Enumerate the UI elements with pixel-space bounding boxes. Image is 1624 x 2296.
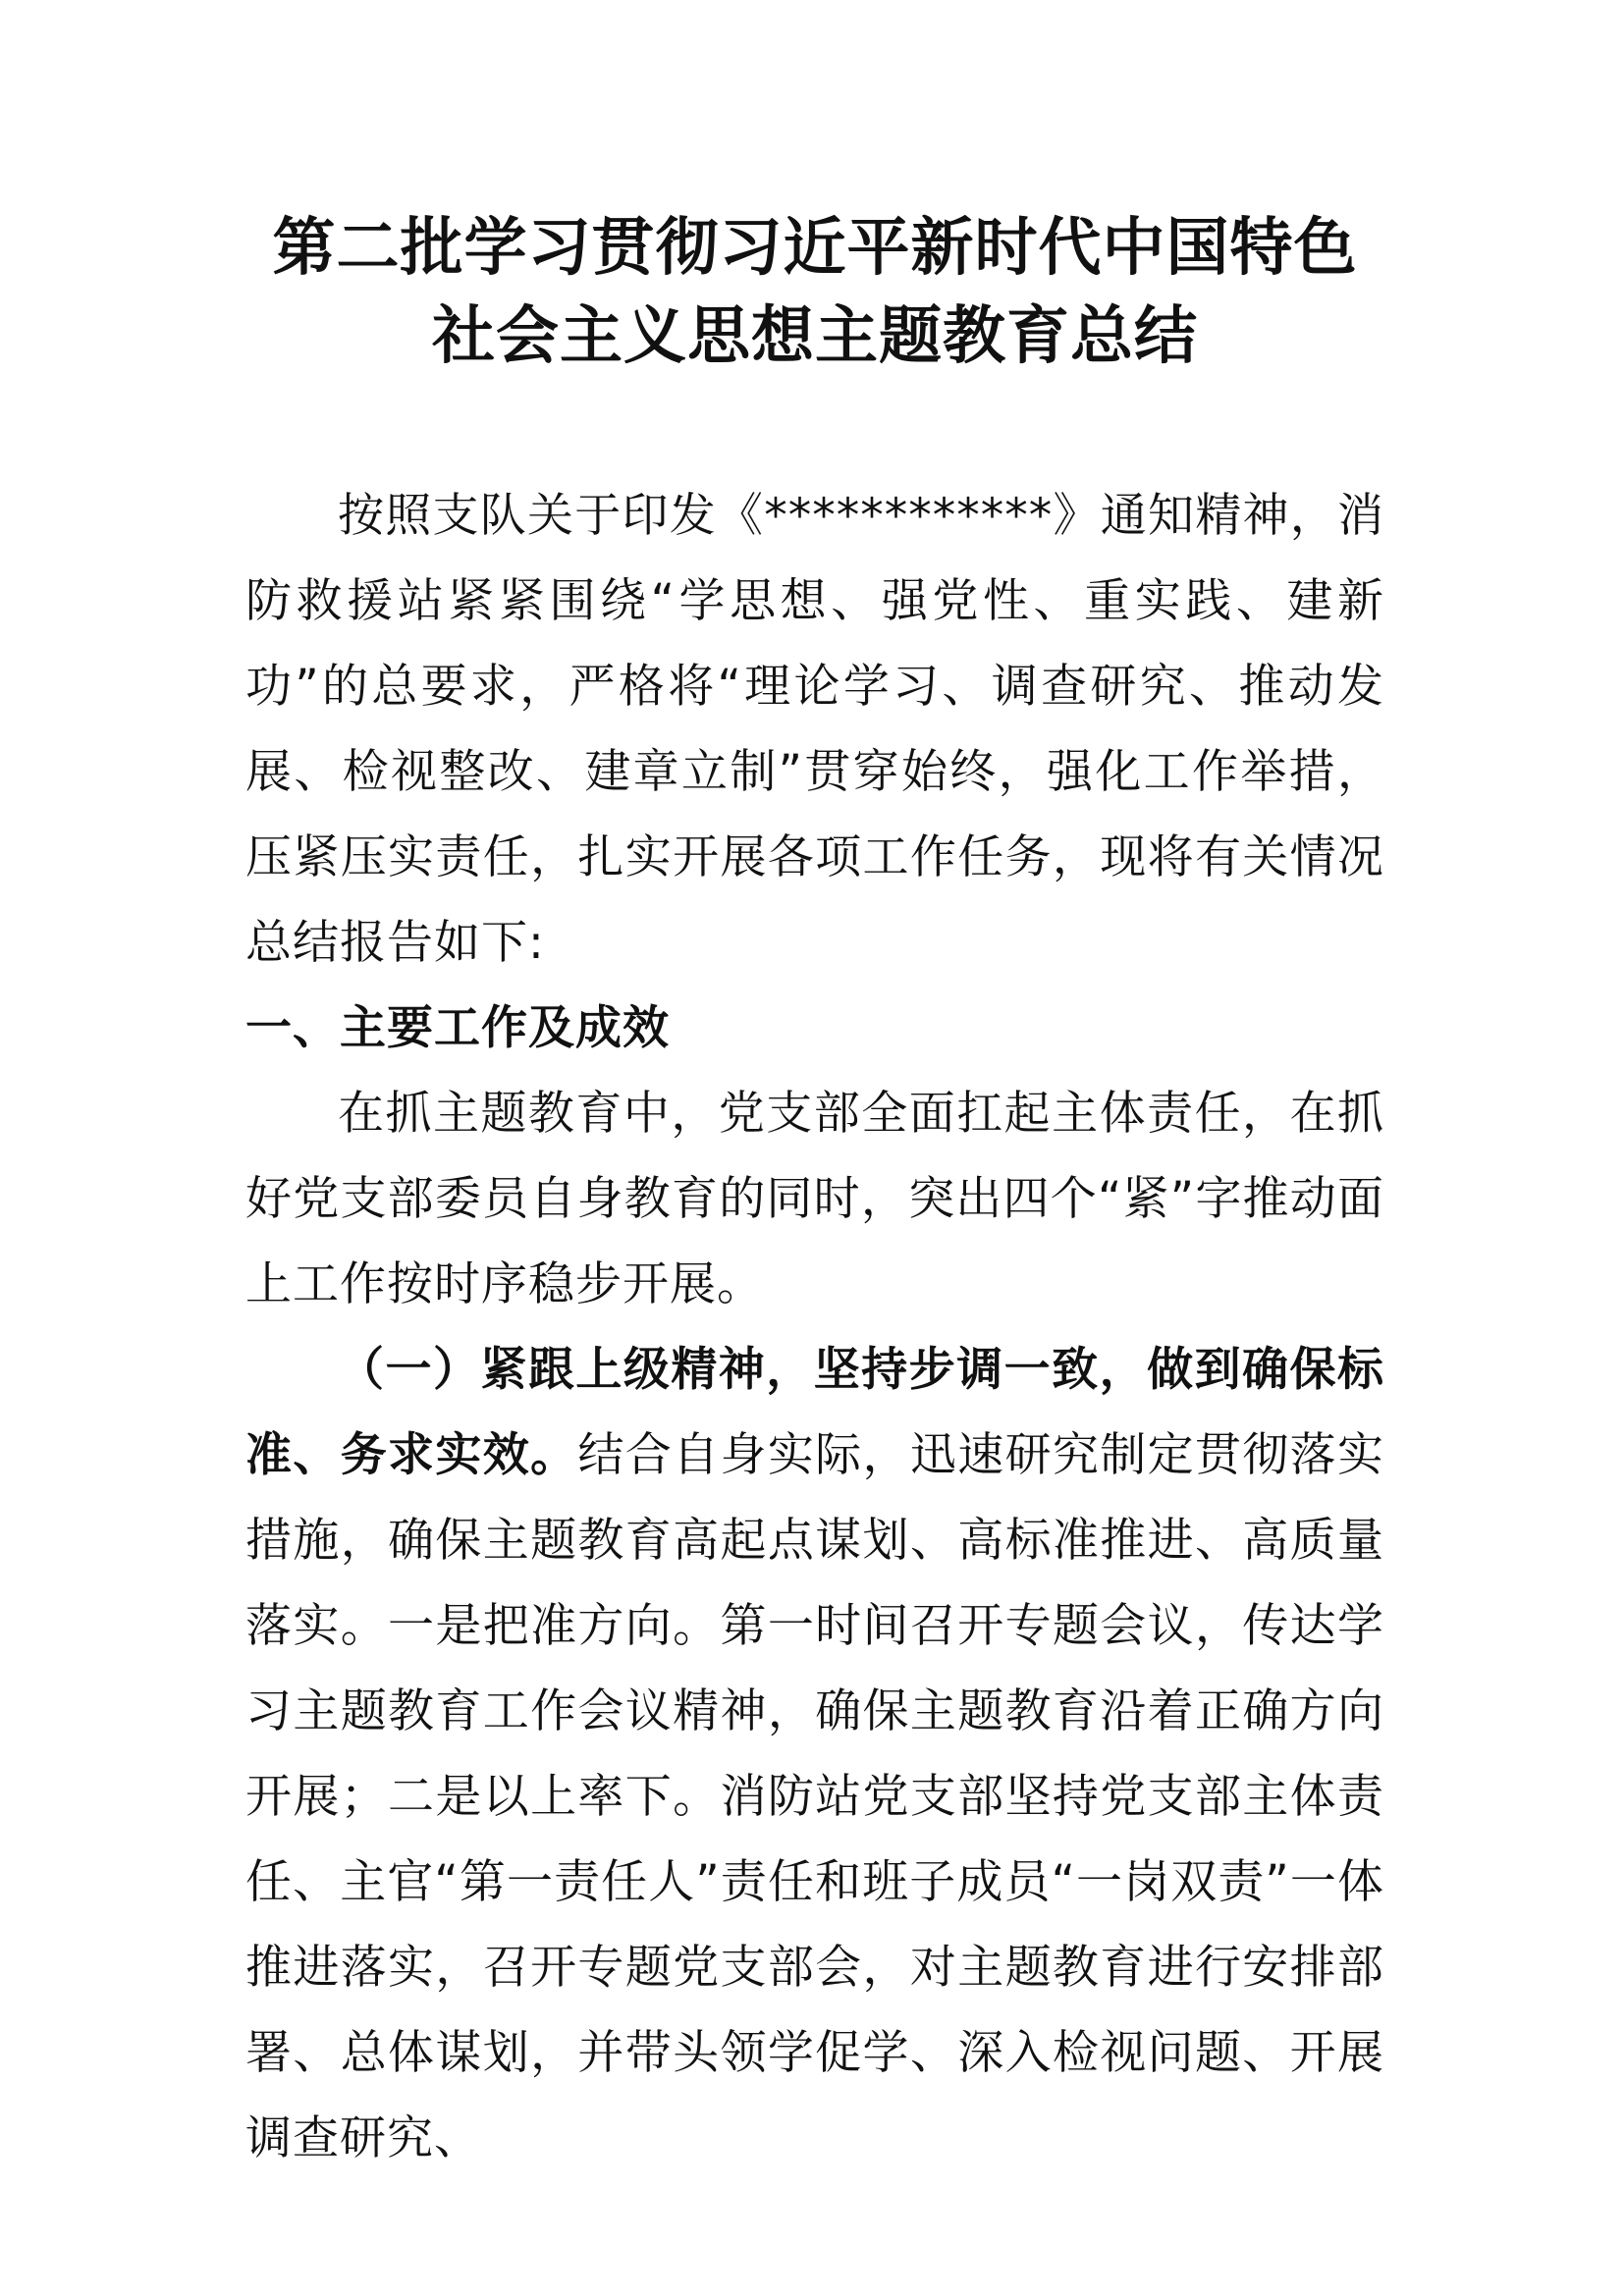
title-line-1: 第二批学习贯彻习近平新时代中国特色 — [272, 212, 1358, 285]
title-line-2: 社会主义思想主题教育总结 — [432, 300, 1198, 373]
document-body — [245, 473, 1384, 2181]
subsection-heading-1: （一）紧跟上级精神，坚持步调一致，做到确保标准、务求实效。 — [245, 1343, 1384, 1482]
section-paragraph: 在抓主题教育中，党支部全面扛起主体责任，在抓好党支部委员自身教育的同时，突出四个“紧”字推动面上工作按时序稳步开展。 — [245, 1087, 1384, 1311]
intro-paragraph: 按照支队关于印发《************》通知精神，消防救援站紧紧围绕“学思想、强党性、重实践、建新功”的总要求，严格将“理论学习、调查研究、推动发展、检视整改、建章立制”贯穿始终，强化工作举措，压紧压实责任，扎实开展各项工作任务，现将有关情况总结报告如下: — [245, 489, 1384, 970]
document-title — [245, 204, 1384, 381]
section-heading-main-work: 一、主要工作及成效 — [245, 1001, 670, 1055]
subsection-paragraph-1 — [245, 1327, 1384, 2181]
subsection-text-1: 结合自身实际，迅速研究制定贯彻落实措施，确保主题教育高起点谋划、高标准推进、高质量落实。一是把准方向。第一时间召开专题会议，传达学习主题教育工作会议精神，确保主题教育沿着正确方向开展；二是以上率下。消防站党支部坚持党支部主体责任、主官“第一责任人”责任和班子成员“一岗双责”一体推进落实，召开专题党支部会，对主题教育进行安排部署、总体谋划，并带头领学促学、深入检视问题、开展调查研究、 — [245, 1428, 1385, 2165]
